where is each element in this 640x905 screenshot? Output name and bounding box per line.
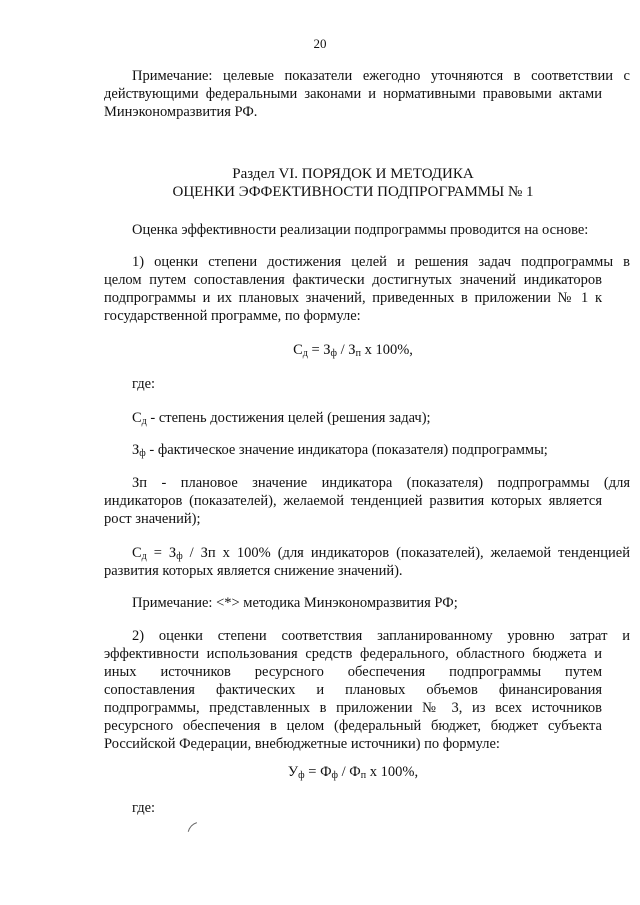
paragraph: Оценка эффективности реализации подпрограммы проводится на основе:: [132, 222, 589, 238]
section-title: Раздел VI. ПОРЯДОК И МЕТОДИКА: [232, 166, 474, 182]
page-number: 20: [313, 36, 327, 51]
definition: Зп - плановое значение индикатора (показателя) подпрограммы (для: [132, 475, 630, 491]
paragraph-line: сопоставления фактических и плановых объемов финансирования: [104, 682, 602, 698]
formula: $С_д = З_ф / З_п$ х 100%,: [293, 342, 413, 359]
definition: $З_ф$ - фактическое значение индикатора (показателя) подпрограммы;: [132, 442, 548, 459]
paragraph-line: 2) оценки степени соответствия запланированному уровню затрат и: [132, 628, 630, 644]
paragraph-line: Российской Федерации, внебюджетные источники) по формуле:: [104, 736, 500, 752]
section-title: ОЦЕНКИ ЭФФЕКТИВНОСТИ ПОДПРОГРАММЫ № 1: [172, 184, 534, 200]
formula: $У_ф = Ф_ф / Ф_п$ х 100%,: [287, 764, 419, 781]
formula-line: развития которых является снижение значений).: [104, 563, 403, 579]
paragraph-line: целом путем сопоставления фактически достигнутых значений индикаторов: [104, 272, 602, 288]
scan-mark-icon: [185, 820, 201, 834]
paragraph-line: 1) оценки степени достижения целей и решения задач подпрограммы в: [132, 254, 630, 270]
definition: индикаторов (показателей), желаемой тенденцией развития которых является: [104, 493, 602, 509]
definition: $С_д$ - степень достижения целей (решения задач);: [132, 410, 431, 427]
formula-line: $С_д = З_ф$ / Зп х 100% (для индикаторов (показателей), желаемой тенденцией: [132, 545, 630, 562]
paragraph-line: государственной программе, по формуле:: [104, 308, 361, 324]
note-line: Примечание: целевые показатели ежегодно уточняются в соответствии с: [132, 68, 630, 84]
note: Примечание: <*> методика Минэкономразвития РФ;: [132, 595, 458, 611]
where-label: где:: [132, 376, 156, 392]
paragraph-line: иных источников ресурсного обеспечения подпрограммы путем: [104, 664, 602, 680]
definition: рост значений);: [104, 511, 201, 527]
note-line: Минэкономразвития РФ.: [104, 104, 258, 120]
where-label: где:: [132, 800, 156, 816]
paragraph-line: эффективности использования средств федерального, областного бюджета и: [104, 646, 602, 662]
paragraph-line: ресурсного обеспечения в целом (федеральный бюджет, бюджет субъекта: [104, 718, 602, 734]
paragraph-line: подпрограммы, представленных в приложении № 3, из всех источников: [104, 700, 602, 716]
paragraph-line: подпрограммы и их плановых значений, приведенных в приложении № 1 к: [104, 290, 602, 306]
note-line: действующими федеральными законами и нормативными правовыми актами: [104, 86, 602, 102]
